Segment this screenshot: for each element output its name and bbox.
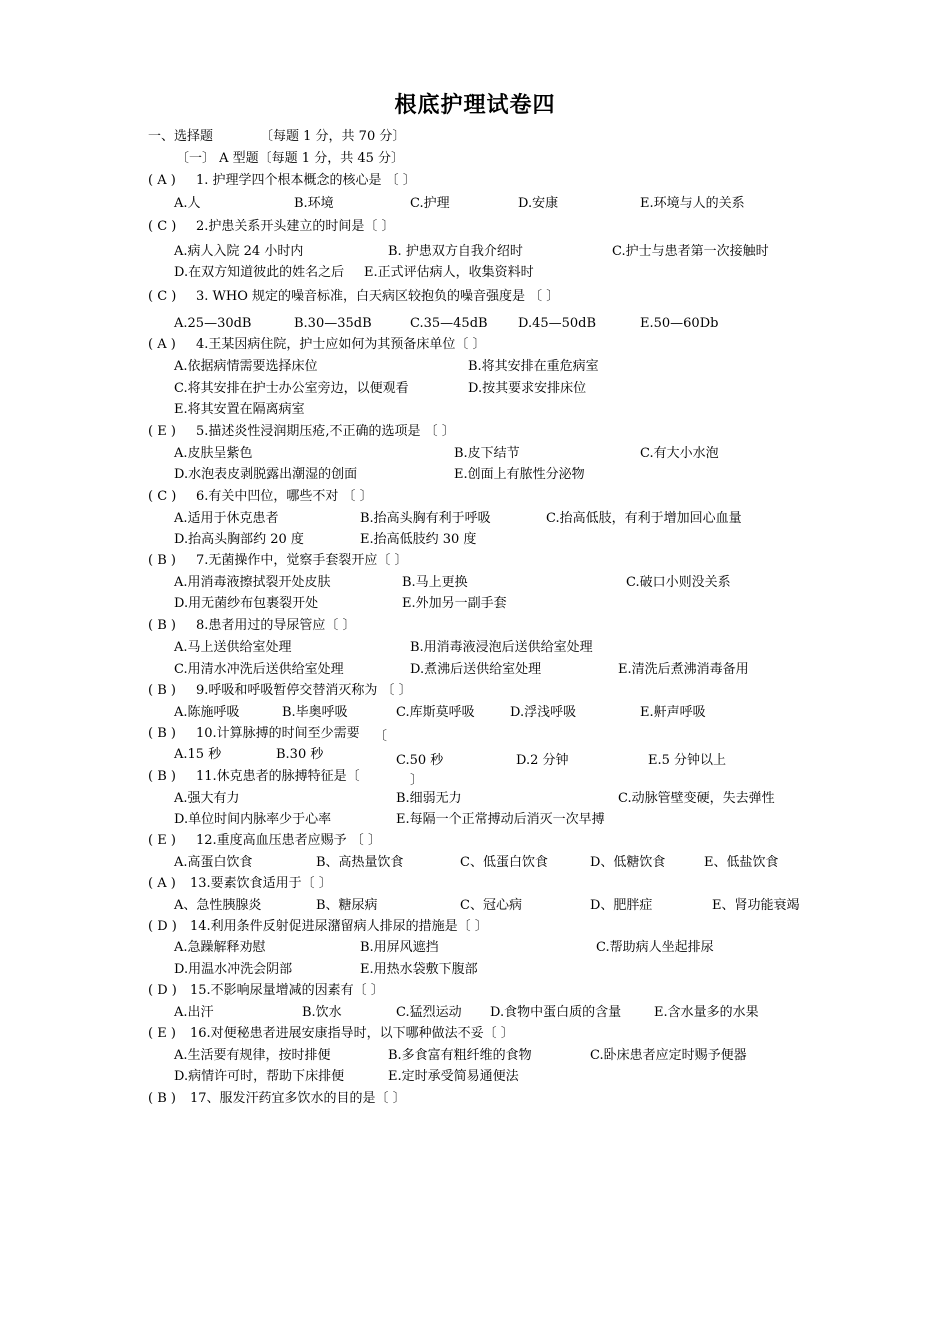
question-14-answer: ( D ) <box>148 919 177 934</box>
question-5-option-b: B.皮下结节 <box>454 446 520 461</box>
question-3-stem: 3. WHO 规定的噪音标准，白天病区较抱负的噪音强度是 〔 〕 <box>196 289 560 304</box>
question-11-option-e: E.每隔一个正常搏动后消灭一次早搏 <box>396 812 605 827</box>
question-11-stem: 11.休克患者的脉搏特征是〔 <box>196 769 360 784</box>
question-6-option-b: B.抬高头胸有利于呼吸 <box>360 511 491 526</box>
question-2-option-a: A.病人入院 24 小时内 <box>174 244 304 259</box>
question-11-answer: ( B ) <box>148 769 176 784</box>
question-3-option-e: E.50—60Db <box>640 316 719 331</box>
question-8-option-a: A.马上送供给室处理 <box>174 640 292 655</box>
question-12-option-a: A.高蛋白饮食 <box>174 855 253 870</box>
question-11-paren: 〕 <box>410 773 424 788</box>
question-14-option-b: B.用屏风遮挡 <box>360 940 439 955</box>
question-8-stem: 8.患者用过的导尿管应〔 〕 <box>196 618 356 633</box>
question-5-answer: ( E ) <box>148 424 176 439</box>
question-16-stem: 16.对便秘患者进展安康指导时，以下哪种做法不妥〔 〕 <box>190 1026 514 1041</box>
question-4-option-b: B.将其安排在重危病室 <box>468 359 599 374</box>
question-3-option-a: A.25—30dB <box>174 316 252 331</box>
question-15-option-d: D.食物中蛋白质的含量 <box>490 1005 622 1020</box>
section-score: 〔每题 1 分，共 70 分〕 <box>260 129 406 144</box>
question-1-option-d: D.安康 <box>518 196 559 211</box>
question-1-option-c: C.护理 <box>410 196 450 211</box>
question-5-stem: 5.描述炎性浸润期压疮,不正确的选项是 〔 〕 <box>196 424 455 439</box>
question-5-option-a: A.皮肤呈紫色 <box>174 446 253 461</box>
question-6-answer: ( C ) <box>148 489 177 504</box>
question-6-stem: 6.有关中凹位，哪些不对 〔 〕 <box>196 489 373 504</box>
question-15-option-a: A.出汗 <box>174 1005 214 1020</box>
question-13-stem: 13.要素饮食适用于〔 〕 <box>190 876 332 891</box>
question-12-option-e: E、低盐饮食 <box>704 855 779 870</box>
question-14-stem: 14.利用条件反射促进尿潴留病人排尿的措施是〔 〕 <box>190 919 488 934</box>
question-5-option-c: C.有大小水泡 <box>640 446 719 461</box>
question-9-answer: ( B ) <box>148 683 176 698</box>
document-title: 根底护理试卷四 <box>394 93 556 118</box>
question-10-option-d: D.2 分钟 <box>516 753 569 768</box>
question-15-stem: 15.不影响尿量增减的因素有〔 〕 <box>190 983 384 998</box>
question-16-option-e: E.定时承受简易通便法 <box>388 1069 519 1084</box>
subsection-label: 〔一〕 A 型题〔每题 1 分，共 45 分〕 <box>176 151 404 166</box>
section-label: 一、选择题 <box>148 129 214 144</box>
question-12-option-d: D、低糖饮食 <box>590 855 666 870</box>
question-15-option-b: B.饮水 <box>302 1005 342 1020</box>
question-12-answer: ( E ) <box>148 833 176 848</box>
question-1-answer: ( A ) <box>148 173 176 188</box>
question-4-option-e: E.将其安置在隔离病室 <box>174 402 305 417</box>
question-6-option-a: A.适用于休克患者 <box>174 511 279 526</box>
question-6-option-e: E.抬高低肢约 30 度 <box>360 532 477 547</box>
question-10-answer: ( B ) <box>148 726 176 741</box>
question-7-option-d: D.用无菌纱布包裹裂开处 <box>174 596 319 611</box>
question-2-stem: 2.护患关系开头建立的时间是〔 〕 <box>196 219 395 234</box>
question-11-option-c: C.动脉管壁变硬，失去弹性 <box>618 791 775 806</box>
question-2-option-d: D.在双方知道彼此的姓名之后 <box>174 265 345 280</box>
question-8-option-d: D.煮沸后送供给室处理 <box>410 662 542 677</box>
question-1-option-a: A.人 <box>174 196 201 211</box>
question-3-option-c: C.35—45dB <box>410 316 488 331</box>
question-6-option-d: D.抬高头胸部约 20 度 <box>174 532 304 547</box>
question-11-option-d: D.单位时间内脉率少于心率 <box>174 812 332 827</box>
question-2-answer: ( C ) <box>148 219 177 234</box>
question-7-answer: ( B ) <box>148 553 176 568</box>
question-7-stem: 7.无菌操作中，觉察手套裂开应〔 〕 <box>196 553 408 568</box>
question-14-option-e: E.用热水袋敷下腹部 <box>360 962 478 977</box>
question-8-answer: ( B ) <box>148 618 176 633</box>
question-10-option-b: B.30 秒 <box>276 747 324 762</box>
question-13-answer: ( A ) <box>148 876 176 891</box>
question-9-option-d: D.浮浅呼吸 <box>510 705 577 720</box>
question-13-option-d: D、肥胖症 <box>590 898 653 913</box>
question-1-option-e: E.环境与人的关系 <box>640 196 745 211</box>
question-13-option-a: A、急性胰腺炎 <box>174 898 262 913</box>
question-5-option-d: D.水泡表皮剥脱露出潮湿的创面 <box>174 467 358 482</box>
question-5-option-e: E.创面上有脓性分泌物 <box>454 467 585 482</box>
question-3-answer: ( C ) <box>148 289 177 304</box>
question-13-option-e: E、肾功能衰竭 <box>712 898 800 913</box>
question-9-option-b: B.毕奥呼吸 <box>282 705 348 720</box>
question-4-option-c: C.将其安排在护士办公室旁边，以便观看 <box>174 381 409 396</box>
question-9-stem: 9.呼吸和呼吸暂停交替消灭称为 〔 〕 <box>196 683 412 698</box>
question-12-stem: 12.重度高血压患者应赐予 〔 〕 <box>196 833 381 848</box>
question-14-option-a: A.急躁解释劝慰 <box>174 940 266 955</box>
question-7-option-c: C.破口小则没关系 <box>626 575 731 590</box>
question-4-option-d: D.按其要求安排床位 <box>468 381 587 396</box>
question-1-stem: 1. 护理学四个根本概念的核心是 〔 〕 <box>196 173 416 188</box>
question-3-option-d: D.45—50dB <box>518 316 597 331</box>
question-2-option-b: B. 护患双方自我介绍时 <box>388 244 523 259</box>
question-12-option-b: B、高热量饮食 <box>316 855 404 870</box>
question-10-option-e: E.5 分钟以上 <box>648 753 727 768</box>
question-9-option-e: E.鼾声呼吸 <box>640 705 706 720</box>
question-16-option-d: D.病情许可时，帮助下床排便 <box>174 1069 345 1084</box>
question-2-option-e: E.正式评估病人，收集资料时 <box>364 265 534 280</box>
question-15-option-e: E.含水量多的水果 <box>654 1005 759 1020</box>
question-16-option-a: A.生活要有规律，按时排便 <box>174 1048 331 1063</box>
question-8-option-b: B.用消毒液浸泡后送供给室处理 <box>410 640 593 655</box>
question-16-option-c: C.卧床患者应定时赐予便器 <box>590 1048 747 1063</box>
question-10-option-c: C.50 秒 <box>396 753 444 768</box>
question-4-option-a: A.依据病情需要选择床位 <box>174 359 318 374</box>
question-10-paren: 〔 <box>374 729 388 744</box>
question-12-option-c: C、低蛋白饮食 <box>460 855 548 870</box>
question-16-answer: ( E ) <box>148 1026 176 1041</box>
question-10-stem: 10.计算脉搏的时间至少需要 <box>196 726 360 741</box>
question-2-option-c: C.护士与患者第一次接触时 <box>612 244 769 259</box>
question-8-option-e: E.清洗后煮沸消毒备用 <box>618 662 749 677</box>
question-14-option-d: D.用温水冲洗会阴部 <box>174 962 293 977</box>
question-17-answer: ( B ) <box>148 1091 176 1106</box>
question-9-option-c: C.库斯莫呼吸 <box>396 705 475 720</box>
question-7-option-e: E.外加另一副手套 <box>402 596 507 611</box>
question-9-option-a: A.陈施呼吸 <box>174 705 240 720</box>
question-16-option-b: B.多食富有粗纤维的食物 <box>388 1048 532 1063</box>
question-15-option-c: C.猛烈运动 <box>396 1005 462 1020</box>
question-15-answer: ( D ) <box>148 983 177 998</box>
question-11-option-a: A.强大有力 <box>174 791 240 806</box>
question-13-option-c: C、冠心病 <box>460 898 522 913</box>
question-17-stem: 17、服发汗药宜多饮水的目的是〔 〕 <box>190 1091 406 1106</box>
question-11-option-b: B.细弱无力 <box>396 791 462 806</box>
question-8-option-c: C.用清水冲洗后送供给室处理 <box>174 662 344 677</box>
question-3-option-b: B.30—35dB <box>294 316 372 331</box>
question-4-stem: 4.王某因病住院，护士应如何为其预备床单位〔 〕 <box>196 337 486 352</box>
question-10-option-a: A.15 秒 <box>174 747 222 762</box>
question-4-answer: ( A ) <box>148 337 176 352</box>
question-7-option-a: A.用消毒液擦拭裂开处皮肤 <box>174 575 331 590</box>
question-14-option-c: C.帮助病人坐起排尿 <box>596 940 714 955</box>
question-7-option-b: B.马上更换 <box>402 575 468 590</box>
question-13-option-b: B、糖尿病 <box>316 898 378 913</box>
question-1-option-b: B.环境 <box>294 196 334 211</box>
question-6-option-c: C.抬高低肢，有利于增加回心血量 <box>546 511 742 526</box>
